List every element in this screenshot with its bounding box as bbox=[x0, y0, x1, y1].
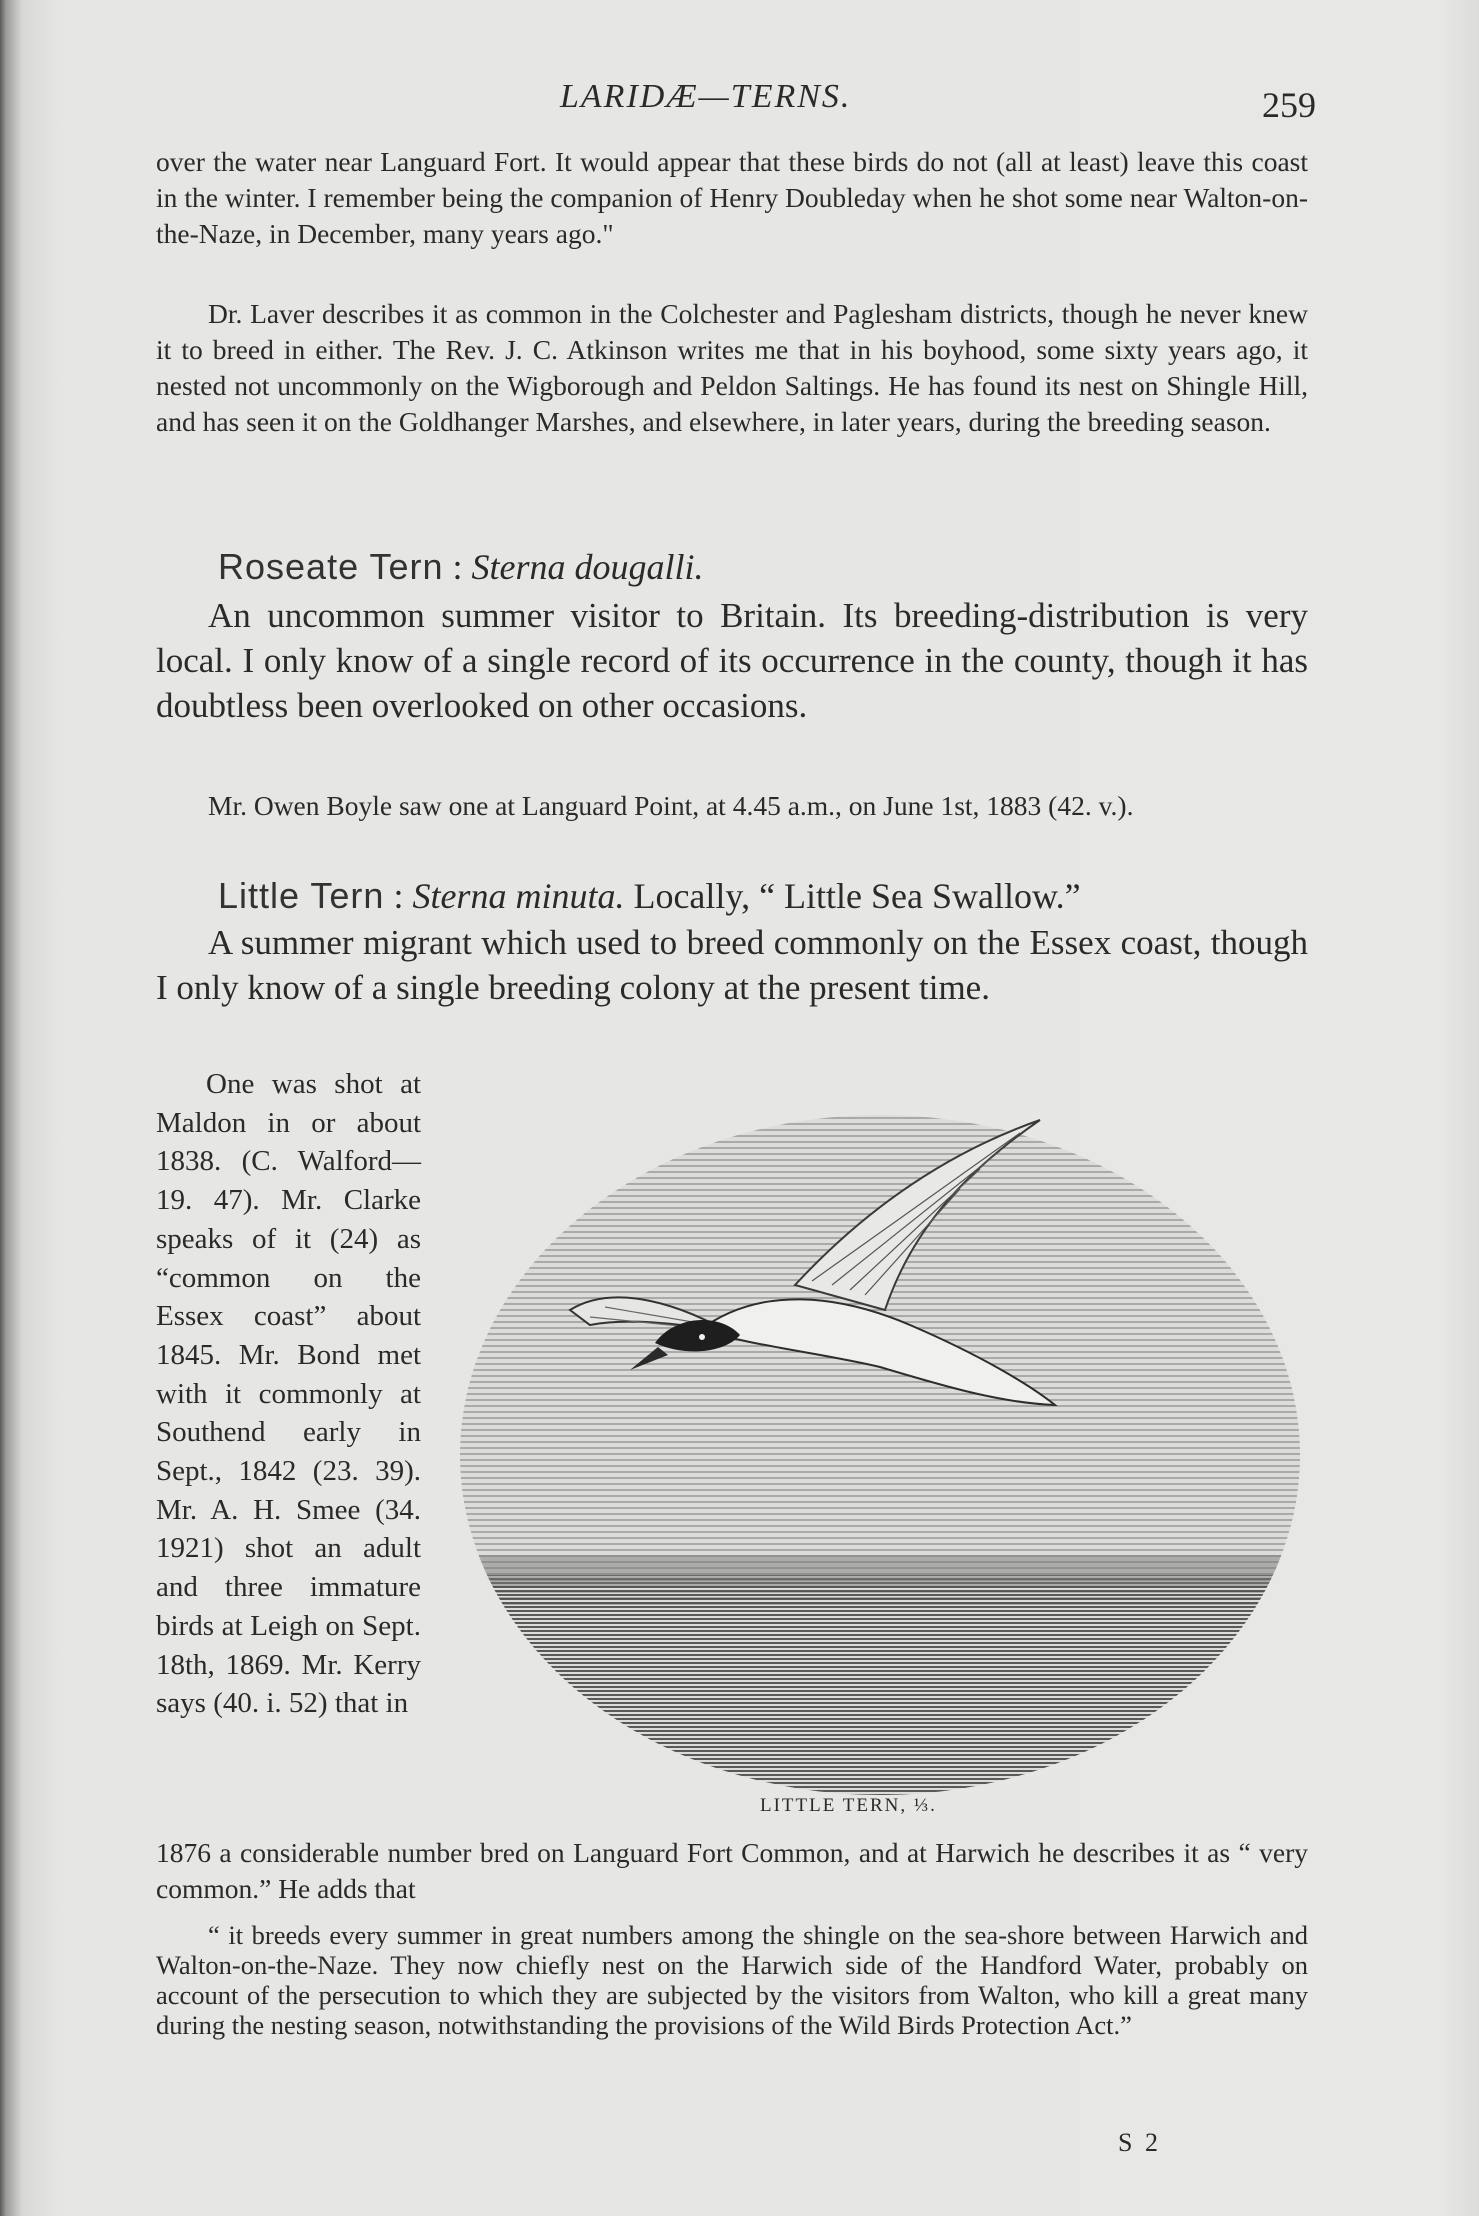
roseate-record: Mr. Owen Boyle saw one at Languard Point, at 4.45 a.m., on June 1st, 1883 (42. v.). bbox=[208, 790, 1134, 821]
little-local-name: Locally, “ Little Sea Swallow.” bbox=[624, 876, 1081, 916]
page-number: 259 bbox=[1262, 85, 1316, 125]
little-separator: : bbox=[384, 876, 413, 916]
roseate-name: Roseate Tern bbox=[218, 546, 444, 587]
laver-paragraph: Dr. Laver describes it as common in the Colchester and Paglesham districts, though he never knew it to breed in either. The Rev. J. C. Atkinson writes me that in his boyhood, some sixty years ago, it nested not uncommonly on the Wigborough and Peldon Saltings. He has found its nest on Shingle Hill, and has seen it on the Goldhanger Marshes, and elsewhere, in later years, during the breeding season. bbox=[156, 298, 1308, 437]
intro-paragraph: over the water near Languard Fort. It would appear that these birds do not (all at least) leave this coast in the winter. I remember being the companion of Henry Doubleday when he shot some near Walton-on-the-Naze, in December, many years ago." bbox=[156, 146, 1308, 249]
roseate-separator: : bbox=[443, 547, 472, 587]
signature-mark: S 2 bbox=[1118, 2128, 1161, 2157]
kerry-quote: “ it breeds every summer in great numbers among the shingle on the sea-shore between Harwich and Walton-on-the-Naze. They now chiefly nest on the Harwich side of the Handford Water, probably on account of the persecution to which they are subjected by the visitors from Walton, who kill a great many during the nesting season, notwithstanding the provisions of the Wild Birds Protection Act.” bbox=[156, 1920, 1308, 2040]
little-description: A summer migrant which used to breed commonly on the Essex coast, though I only know of a single breeding colony at the present time. bbox=[156, 923, 1308, 1007]
little-tern-illustration bbox=[440, 1085, 1310, 1815]
little-records-continued: 1876 a considerable number bred on Languard Fort Common, and at Harwich he describes it as “ very common.” He adds that bbox=[156, 1837, 1308, 1904]
little-heading bbox=[156, 874, 1308, 918]
roseate-heading bbox=[156, 545, 1308, 589]
little-latin: Sterna minuta. bbox=[412, 876, 625, 916]
little-name: Little Tern bbox=[218, 875, 385, 916]
roseate-description: An uncommon summer visitor to Britain. Its breeding-distribution is very local. I only know of a single record of its occurrence in the county, though it has doubtless been overlooked on other occasions. bbox=[156, 596, 1308, 725]
sky-and-sea bbox=[440, 1085, 1310, 1815]
running-title: LARIDÆ—TERNS. bbox=[560, 78, 852, 115]
figure-caption: LITTLE TERN, ⅓. bbox=[760, 1795, 937, 1816]
tern-engraving bbox=[440, 1085, 1310, 1815]
roseate-latin: Sterna dougalli. bbox=[471, 547, 704, 587]
page-header bbox=[0, 78, 1479, 128]
little-records-wrap: One was shot at Maldon in or about 1838. (C. Walford—19. 47). Mr. Clarke speaks of it (24) as “common on the Essex coast” about 1845. Mr. Bond met with it commonly at Southend early in Sept., 1842 (23. 39). Mr. A. H. Smee (34. 1921) shot an adult and three immature birds at Leigh on Sept. 18th, 1869. Mr. Kerry says (40. i. 52) that in bbox=[156, 1068, 421, 1720]
